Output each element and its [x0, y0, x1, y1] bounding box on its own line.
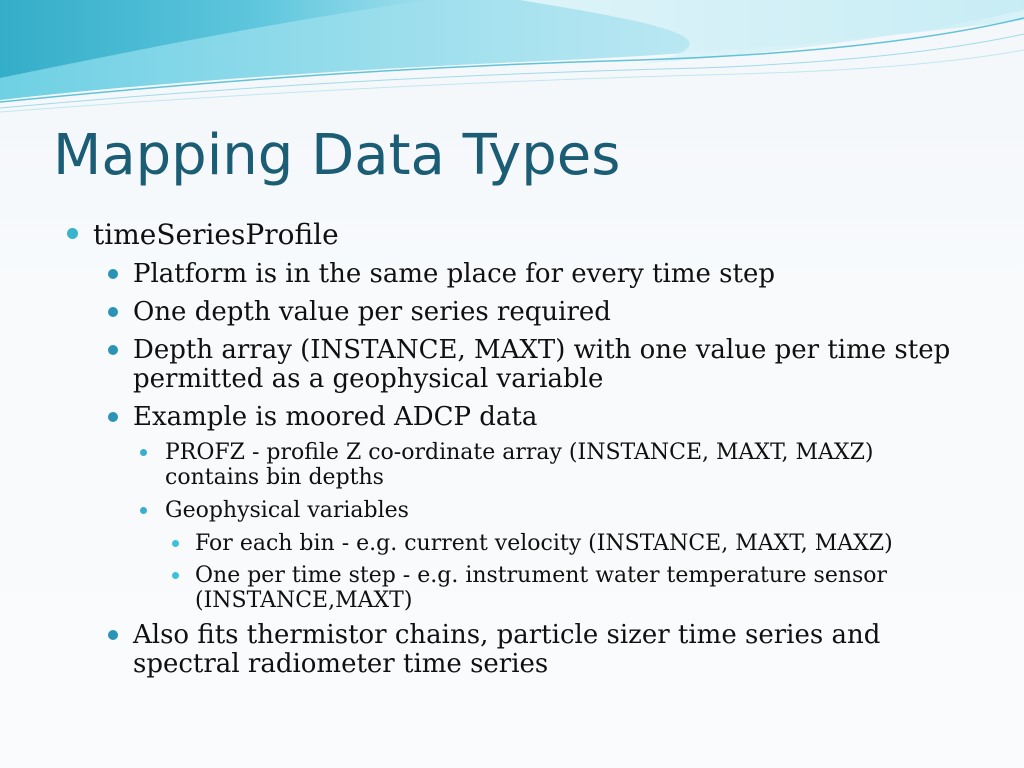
bullet-one-per-time-step [195, 563, 975, 613]
bullet-platform-same-place [133, 260, 993, 289]
bullet-text-line: contains bin depths [165, 465, 384, 490]
bullet-one-depth-value [133, 298, 993, 327]
bullet-text-line: Also fits thermistor chains, particle sizer time series and [133, 620, 881, 650]
bullet-text-line: PROFZ - profile Z co-ordinate array (INSTANCE, MAXT, MAXZ) [165, 440, 874, 465]
bullet-also-fits [133, 621, 993, 679]
bullet-text-line: (INSTANCE,MAXT) [195, 588, 413, 613]
bullet-depth-array [133, 336, 993, 394]
bullet-text: Example is moored ADCP data [133, 402, 538, 432]
bullet-dot-icon [108, 269, 118, 279]
bullet-dot-icon [172, 572, 179, 579]
bullet-timeseriesprofile [93, 220, 339, 250]
bullet-dot-icon [108, 307, 118, 317]
bullet-for-each-bin [195, 531, 975, 556]
bullet-dot-icon [67, 228, 78, 239]
bullet-profz [165, 440, 965, 490]
bullet-text-line: One per time step - e.g. instrument water temperature sensor [195, 563, 888, 588]
slide-title: Mapping Data Types [53, 123, 621, 188]
bullet-text: timeSeriesProfile [93, 218, 339, 251]
bullet-text-line: Depth array (INSTANCE, MAXT) with one value per time step [133, 335, 951, 365]
bullet-text: Geophysical variables [165, 498, 409, 523]
bullet-dot-icon [140, 449, 147, 456]
bullet-dot-icon [172, 540, 179, 547]
bullet-text: For each bin - e.g. current velocity (INSTANCE, MAXT, MAXZ) [195, 531, 893, 556]
bullet-dot-icon [108, 630, 118, 640]
bullet-dot-icon [108, 345, 118, 355]
bullet-text: Platform is in the same place for every time step [133, 259, 776, 289]
bullet-text-line: permitted as a geophysical variable [133, 364, 604, 394]
bullet-geophysical-variables [165, 498, 965, 523]
bullet-text-line: spectral radiometer time series [133, 649, 549, 679]
bullet-dot-icon [108, 412, 118, 422]
bullet-dot-icon [140, 507, 147, 514]
bullet-moored-adcp [133, 403, 993, 432]
bullet-text: One depth value per series required [133, 297, 611, 327]
